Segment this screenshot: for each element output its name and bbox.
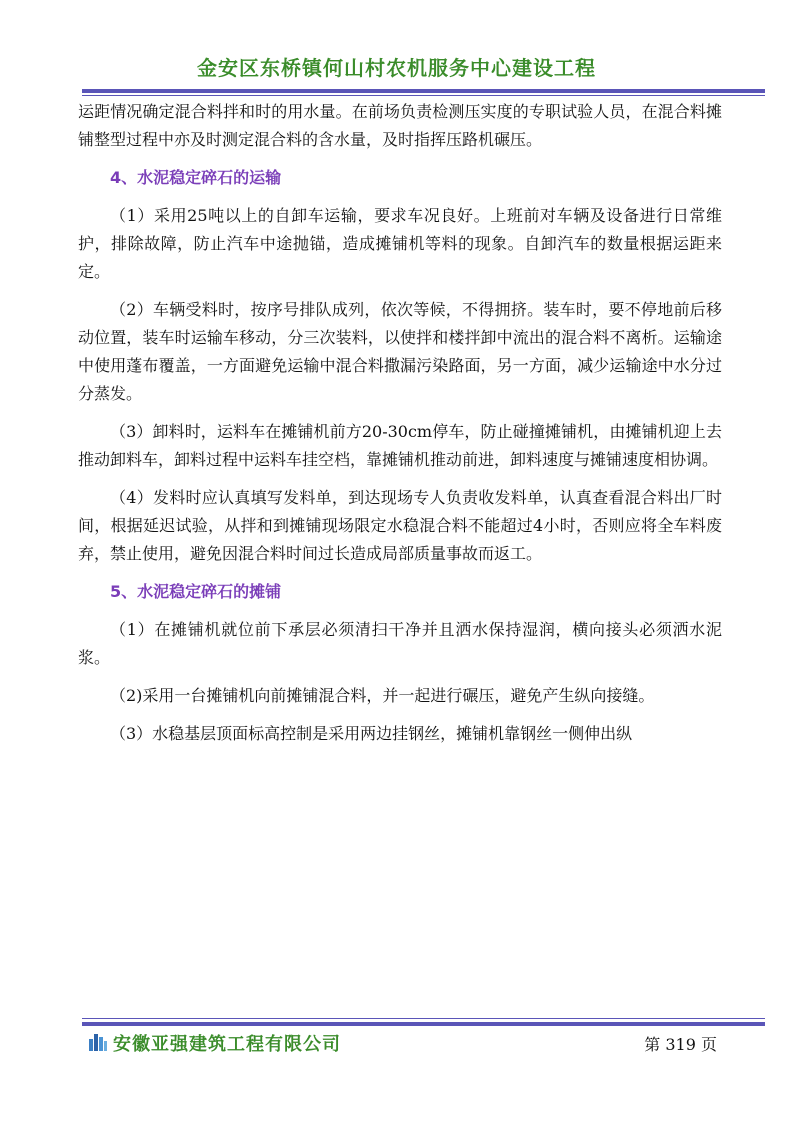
section-5-item-3: （3）水稳基层顶面标高控制是采用两边挂钢丝，摊铺机靠钢丝一侧伸出纵 [110,724,633,743]
section-5-item-1: （1）在摊铺机就位前下承层必须清扫干净并且洒水保持湿润，横向接头必须洒水泥浆。 [78,620,722,667]
footer-rule-thick [82,1022,765,1026]
section-4-item-1: （1）采用25吨以上的自卸车运输，要求车况良好。上班前对车辆及设备进行日常维护，排除故障，防止汽车中途抛锚，造成摊铺机等料的现象。自卸汽车的数量根据运距来定。 [78,206,722,281]
section-5-heading: 5、水泥稳定碎石的摊铺 [110,582,282,601]
header-rule-thick [82,89,765,93]
building-logo-icon [88,1031,108,1051]
section-4-item-3: （3）卸料时，运料车在摊铺机前方20-30cm停车，防止碰撞摊铺机，由摊铺机迎上去推动卸料车，卸料过程中运料车挂空档，靠摊铺机推动前进，卸料速度与摊铺速度相协调。 [78,422,722,469]
section-4-item-2: （2）车辆受料时，按序号排队成列，依次等候，不得拥挤。装车时，要不停地前后移动位置，装车时运输车移动，分三次装料，以使拌和楼拌卸中流出的混合料不离析。运输途中使用蓬布覆盖，一方面避免运输中混合料撒漏污染路面，另一方面，减少运输途中水分过分蒸发。 [78,300,722,403]
section-5-item-2: （2)采用一台摊铺机向前摊铺混合料，并一起进行碾压，避免产生纵向接缝。 [110,686,655,705]
footer-page-number: 第 319 页 [644,1035,717,1054]
footer-company-name: 安徽亚强建筑工程有限公司 [113,1034,341,1055]
page-header-title: 金安区东桥镇何山村农机服务中心建设工程 [197,56,596,80]
document-body [78,98,722,748]
section-4-item-4: （4）发料时应认真填写发料单，到达现场专人负责收发料单，认真查看混合料出厂时间，根据延迟试验，从拌和到摊铺现场限定水稳混合料不能超过4小时，否则应将全车料废弃，禁止使用，避免因混合料时间过长造成局部质量事故而返工。 [78,488,722,563]
paragraph-continued: 运距情况确定混合料拌和时的用水量。在前场负责检测压实度的专职试验人员，在混合料摊铺整型过程中亦及时测定混合料的含水量，及时指挥压路机碾压。 [78,102,722,149]
section-4-heading: 4、水泥稳定碎石的运输 [110,168,282,187]
header-rule-thin [82,95,765,96]
footer-rule-thin [82,1018,765,1019]
